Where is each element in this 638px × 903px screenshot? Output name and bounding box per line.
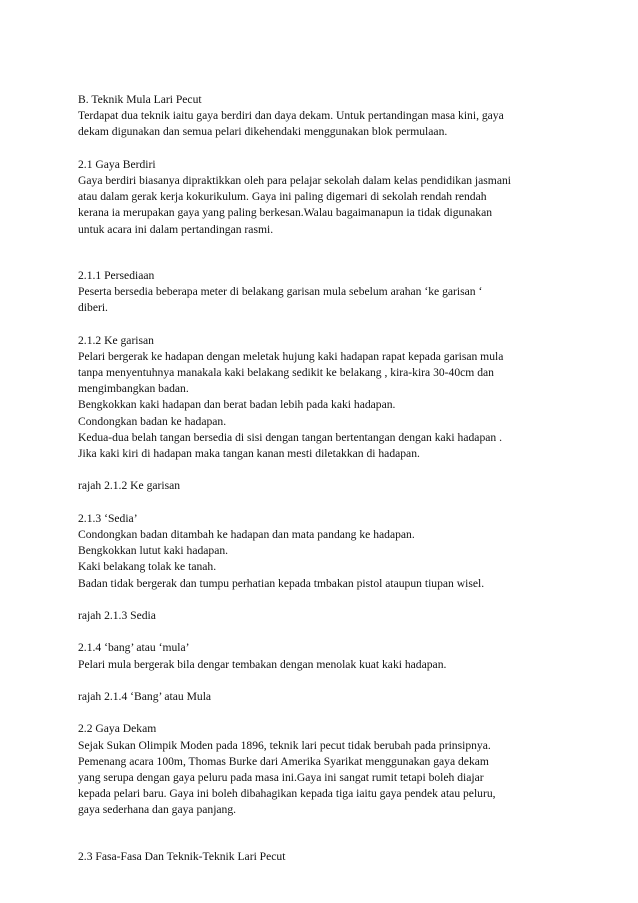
paragraph-line: dekam digunakan dan semua pelari dikehendaki menggunakan blok permulaan. [78, 125, 448, 139]
paragraph-line: untuk acara ini dalam pertandingan rasmi. [78, 222, 274, 236]
section-2-1-3-sedia [78, 511, 568, 592]
paragraph-gap [78, 592, 568, 608]
paragraph-gap [78, 141, 568, 157]
paragraph-line: Bengkokkan lutut kaki hadapan. [78, 544, 229, 558]
paragraph-line: Bengkokkan kaki hadapan dan berat badan lebih pada kaki hadapan. [78, 398, 396, 412]
paragraph-gap [78, 238, 568, 268]
section-heading: 2.1.3 ‘Sedia’ [78, 511, 138, 525]
paragraph-line: Gaya berdiri biasanya dipraktikkan oleh para pelajar sekolah dalam kelas pendidikan jasmani [78, 174, 511, 187]
section-heading: 2.2 Gaya Dekam [78, 722, 157, 736]
paragraph-line: kepada pelari baru. Gaya ini boleh dibahagikan kepada tiga iaitu gaya pendek atau peluru, [78, 787, 496, 801]
paragraph-line: Jika kaki kiri di hadapan maka tangan kanan mesti diletakkan di hadapan. [78, 447, 420, 461]
figure-caption-2-1-3 [78, 608, 568, 624]
paragraph-gap [78, 819, 568, 849]
section-2-1-gaya-berdiri [78, 157, 568, 238]
paragraph-line: Pelari mula bergerak bila dengar tembakan dengan menolak kuat kaki hadapan. [78, 657, 447, 671]
paragraph-line: gaya sederhana dan gaya panjang. [78, 803, 237, 817]
paragraph-line: kerana ia merupakan gaya yang paling berkesan.Walau bagaimanapun ia tidak digunakan [78, 206, 493, 220]
paragraph-line: Pelari bergerak ke hadapan dengan meletak hujung kaki hadapan rapat kepada garisan mula [78, 349, 504, 363]
section-heading: 2.1 Gaya Berdiri [78, 157, 156, 171]
section-2-1-1-persediaan [78, 268, 568, 317]
section-heading: 2.1.4 ‘bang’ atau ‘mula’ [78, 641, 190, 655]
section-2-2-gaya-dekam [78, 721, 568, 818]
section-heading: 2.1.1 Persediaan [78, 268, 155, 282]
paragraph-line: Sejak Sukan Olimpik Moden pada 1896, teknik lari pecut tidak berubah pada prinsipnya. [78, 738, 491, 752]
paragraph-line: atau dalam gerak kerja kokurikulum. Gaya ini paling digemari di sekolah rendah rendah [78, 190, 487, 204]
section-b-teknik-mula [78, 92, 568, 141]
paragraph-line: Condongkan badan ditambah ke hadapan dan mata pandang ke hadapan. [78, 528, 415, 542]
paragraph-gap [78, 673, 568, 689]
paragraph-gap [78, 316, 568, 332]
paragraph-gap [78, 495, 568, 511]
paragraph-line: tanpa menyentuhnya manakala kaki belakang sedikit ke belakang , kira-kira 30-40cm dan [78, 366, 494, 380]
document-page [78, 92, 568, 865]
paragraph-line: Pemenang acara 100m, Thomas Burke dari Amerika Syarikat menggunakan gaya dekam [78, 754, 489, 768]
section-2-1-2-ke-garisan [78, 333, 568, 463]
paragraph-line: Kedua-dua belah tangan bersedia di sisi dengan tangan bertentangan dengan kaki hadapan . [78, 430, 502, 444]
figure-caption: rajah 2.1.3 Sedia [78, 609, 156, 623]
paragraph-line: Kaki belakang tolak ke tanah. [78, 560, 217, 574]
paragraph-gap [78, 705, 568, 721]
figure-caption: rajah 2.1.4 ‘Bang’ atau Mula [78, 690, 212, 703]
section-heading: 2.1.2 Ke garisan [78, 333, 154, 347]
section-heading: 2.3 Fasa-Fasa Dan Teknik-Teknik Lari Pecut [78, 849, 286, 863]
paragraph-line: yang serupa dengan gaya peluru pada masa ini.Gaya ini sangat rumit tetapi boleh diajar [78, 771, 484, 784]
section-2-3-fasa [78, 849, 568, 865]
paragraph-gap [78, 624, 568, 640]
section-2-1-4-bang [78, 640, 568, 672]
paragraph-gap [78, 462, 568, 478]
figure-caption: rajah 2.1.2 Ke garisan [78, 479, 181, 493]
paragraph-line: Condongkan badan ke hadapan. [78, 414, 227, 428]
paragraph-line: Terdapat dua teknik iaitu gaya berdiri dan daya dekam. Untuk pertandingan masa kini, gaya [78, 109, 504, 123]
section-heading: B. Teknik Mula Lari Pecut [78, 93, 202, 106]
paragraph-line: Peserta bersedia beberapa meter di belakang garisan mula sebelum arahan ‘ke garisan ‘ [78, 285, 483, 299]
paragraph-line: mengimbangkan badan. [78, 382, 189, 396]
paragraph-line: Badan tidak bergerak dan tumpu perhatian kepada tmbakan pistol ataupun tiupan wisel. [78, 576, 485, 590]
figure-caption-2-1-2 [78, 478, 568, 494]
figure-caption-2-1-4 [78, 689, 568, 705]
paragraph-line: diberi. [78, 301, 108, 315]
